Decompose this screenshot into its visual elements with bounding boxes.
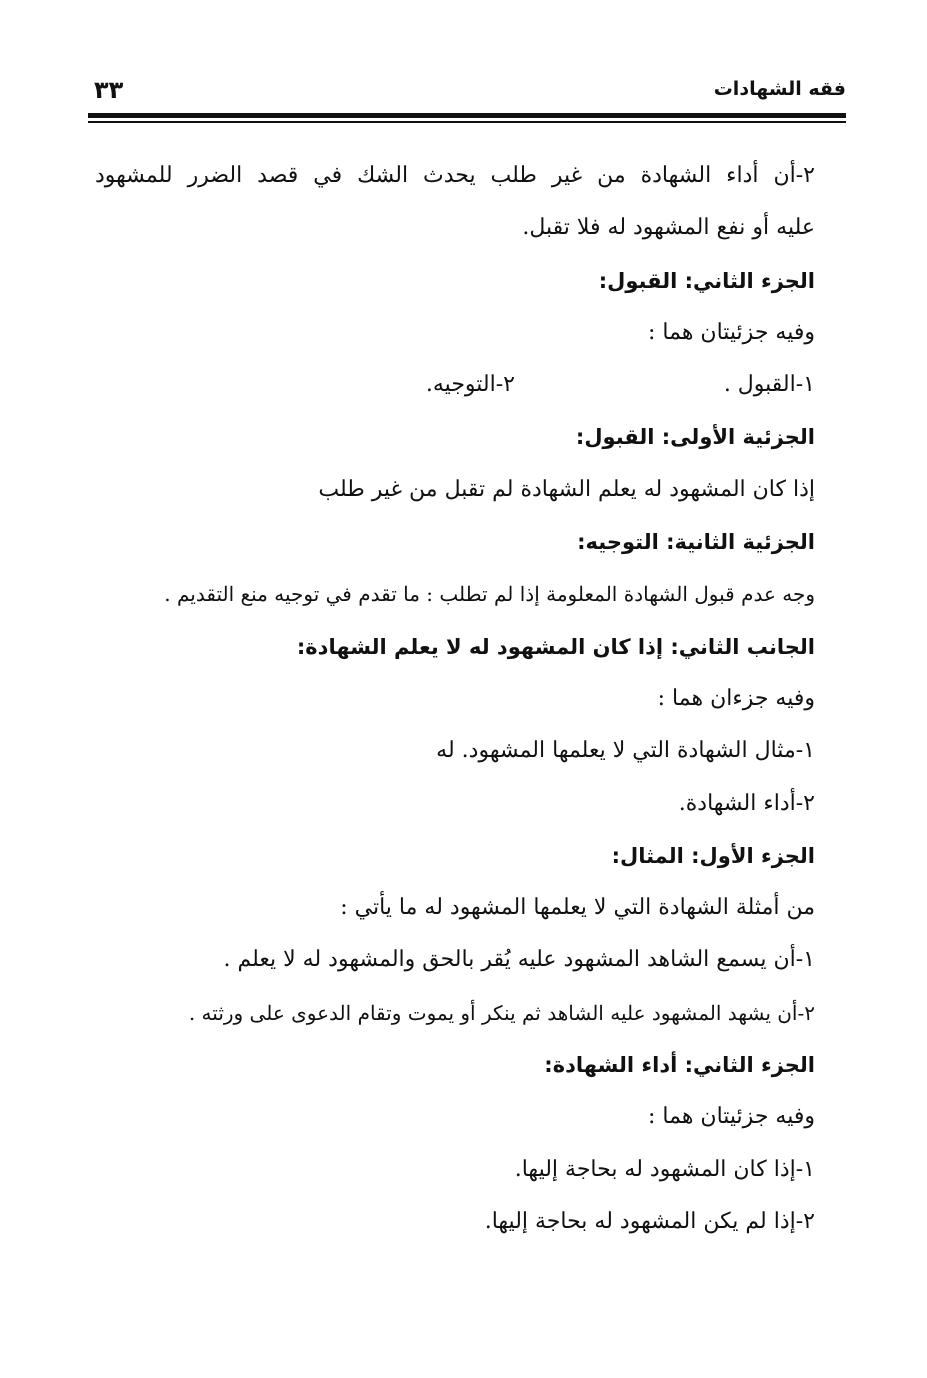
paragraph-line: وفيه جزءان هما : [657,685,815,711]
paragraph-line: وفيه جزئيتان هما : [648,1104,815,1130]
list-item: ٢-التوجيه. [425,372,515,398]
header-rule-thin [88,121,846,123]
section-heading: الجزئية الثانية: التوجيه: [577,530,815,555]
section-heading: الجزئية الأولى: القبول: [575,425,815,450]
page-body [95,150,815,1248]
list-item: ١-مثال الشهادة التي لا يعلمها المشهود. له [436,738,815,764]
list-row [95,359,815,411]
section-heading: الجانب الثاني: إذا كان المشهود له لا يعلم الشهادة: [296,634,815,659]
page-number: ٣٣ [94,76,124,104]
paragraph-line: إذا كان المشهود له يعلم الشهادة لم تقبل من غير طلب [318,476,815,502]
paragraph-line: عليه أو نفع المشهود له فلا تقبل. [522,215,815,241]
section-heading: الجزء الثاني: القبول: [598,268,815,293]
list-item: ٢-أن يشهد المشهود عليه الشاهد ثم ينكر أو يموت وتقام الدعوى على ورثته . [188,1000,815,1025]
list-item: ٢-أداء الشهادة. [678,790,815,816]
list-item: ١-أن يسمع الشاهد المشهود عليه يُقر بالحق والمشهود له لا يعلم . [223,947,815,973]
paragraph-line: من أمثلة الشهادة التي لا يعلمها المشهود له ما يأتي : [340,895,815,921]
paragraph-line: وفيه جزئيتان هما : [648,319,815,345]
header-rule-thick [88,113,846,118]
list-item: ١-إذا كان المشهود له بحاجة إليها. [514,1156,815,1182]
running-header [88,78,846,104]
section-heading: الجزء الثاني: أداء الشهادة: [544,1053,815,1078]
paragraph-line: وجه عدم قبول الشهادة المعلومة إذا لم تطلب : ما تقدم في توجيه منع التقديم . [164,582,815,607]
paragraph-line: ٢-أن أداء الشهادة من غير طلب يحدث الشك في قصد الضرر للمشهود [95,163,815,188]
book-title: فقه الشهادات [713,78,846,100]
list-item: ٢-إذا لم يكن المشهود له بحاجة إليها. [484,1208,815,1234]
section-heading: الجزء الأول: المثال: [611,843,815,868]
list-item: ١-القبول . [723,372,815,398]
